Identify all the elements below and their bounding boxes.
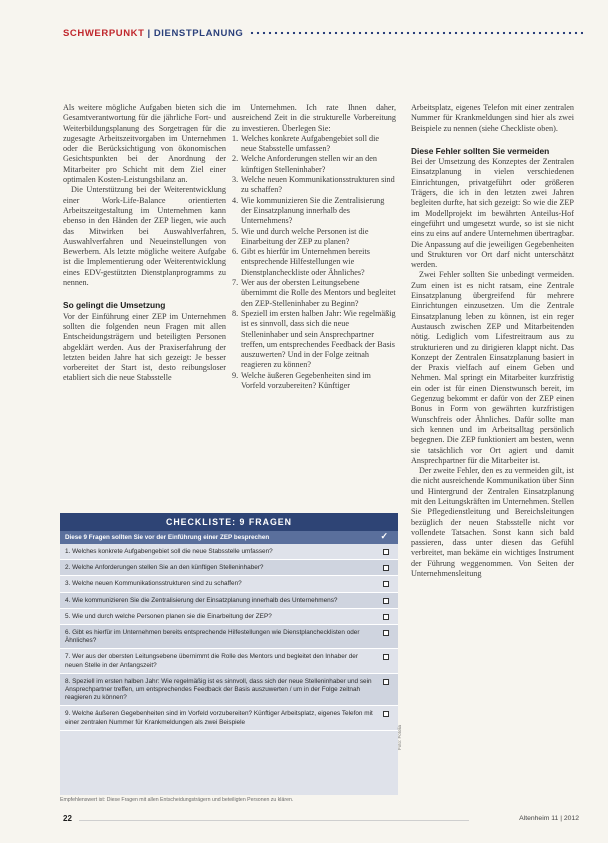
checklist-row: 9. Welche äußeren Gegebenheiten sind im Vorfeld vorzubereiten? Künftiger Arbeitsplatz, eigenes Telefon mit einer zentralen Nummer für Krankmeldungen als zwei Beispiele (60, 706, 398, 730)
checklist-row: 8. Speziell im ersten halben Jahr: Wie regelmäßig ist es sinnvoll, dass sich der neue Stelleninhaber und sein Ansprechpartner treffen, um entsprechendes Feedback der Basis auszuwerten / um in der Folge zeitnah reagieren zu können? (60, 674, 398, 707)
checkbox[interactable] (383, 598, 389, 604)
checklist-box (60, 513, 398, 795)
checklist-row: 1. Welches konkrete Aufgabengebiet soll die neue Stabsstelle umfassen? (60, 544, 398, 560)
article-column-1 (63, 103, 226, 384)
checklist-row: 4. Wie kommunizieren Sie die Zentralisierung der Einsatzplanung innerhalb des Unternehmens? (60, 593, 398, 609)
list-item: 6. Gibt es hierfür im Unternehmen bereits entsprechende Hilfestellungen wie Dienstplancheckliste oder Ähnliches? (232, 247, 370, 277)
body-paragraph: Arbeitsplatz, eigenes Telefon mit einer zentralen Nummer für Krankmeldungen sind hier als zwei Beispiele zu nennen (siehe Checkliste oben). (411, 103, 574, 133)
list-item: 3. Welche neuen Kommunikationsstrukturen sind zu schaffen? (232, 175, 395, 195)
photo-credit: Foto: Fotolia (397, 724, 402, 750)
checklist-row: 3. Welche neuen Kommunikationsstrukturen sind zu schaffen? (60, 576, 398, 592)
body-paragraph: im Unternehmen. Ich rate Ihnen daher, ausreichend Zeit in die strukturelle Vorbereitung zu investieren. Überlegen Sie: (232, 103, 396, 133)
list-item: 5. Wie und durch welche Personen ist die Einarbeitung der ZEP zu planen? (232, 226, 369, 246)
list-item: 2. Welche Anforderungen stellen wir an den künftigen Stelleninhaber? (232, 154, 377, 174)
checkbox[interactable] (383, 654, 389, 660)
header-dotted-rule (249, 31, 583, 35)
header-topic: DIENSTPLANUNG (153, 27, 244, 39)
body-paragraph: Bei der Umsetzung des Konzeptes der Zentralen Einsatzplanung in vielen verschiedenen Einrichtungen, privatgeführt oder größeren Trägers, die ich in den letzten zwei Jahren begleiten durfte, hat sich gezeigt: So wie die ZEP im Modellprojekt im bewährten Anteilus-Hof eingeführt und umgesetzt wurde, so ist sie nicht eins zu eins auf andere Unternehmen übertragbar. Die Anpassung auf die jeweiligen Gegebenheiten und Strukturen vor Ort darf nicht unterschätzt werden. (411, 157, 574, 270)
checkbox[interactable] (383, 711, 389, 717)
checkmark-icon: ✓ (380, 531, 388, 541)
list-item: 9. Welche äußeren Gegebenheiten sind im Vorfeld vorzubereiten? Künftiger (232, 370, 371, 391)
checklist-row: 5. Wie und durch welche Personen planen sie die Einarbeitung der ZEP? (60, 609, 398, 625)
page-number: 22 (63, 814, 72, 823)
checklist-row: 7. Wer aus der obersten Leitungsebene übernimmt die Rolle des Mentors und begleitet den Inhaber der neuen Stelle in der Anfangszeit? (60, 649, 398, 673)
list-item: 8. Speziell im ersten halben Jahr: Wie regelmäßig ist es sinnvoll, dass sich die neue Stelleninhaber und sein Ansprechpartner treffen, um entsprechendes Feedback der Basis auszuwerten? Und in der Folge zeitnah reagieren zu können? (232, 308, 396, 370)
body-paragraph: Der zweite Fehler, den es zu vermeiden gilt, ist die nicht ausreichende Kommunikation über Sinn und Hintergrund der Zentralen Einsatzplanung mit den Leitungskräften im Unternehmen. Stellen Sie Pflegedienstleitung und Bereichsleitungen bezüglich der neuen Stabsstelle nicht vor vollendete Tatsachen. Sonst kann sich bald passieren, dass unter diesen das Gefühl verbreitet, man bekäme ein wichtiges Instrument der Führung weggenommen. Von Seiten der Unternehmensleitung (411, 466, 574, 579)
checklist-subtitle-text: Diese 9 Fragen sollten Sie vor der Einführung einer ZEP besprechen (65, 534, 270, 541)
footer-rule (79, 820, 469, 821)
checkbox[interactable] (383, 581, 389, 587)
checklist-row: 2. Welche Anforderungen stellen Sie an den künftigen Stelleninhaber? (60, 560, 398, 576)
header-separator: | (147, 27, 151, 39)
section-header (63, 26, 583, 40)
checklist-footnote: Empfehlenswert ist: Diese Fragen mit allen Entscheidungsträgern und beteiligten Personen zu klären. (60, 797, 294, 803)
checkbox[interactable] (383, 549, 389, 555)
list-item: 7. Wer aus der obersten Leitungsebene übernimmt die Rolle des Mentors und begleitet den ZEP-Stelleninhaber zu Beginn? (232, 278, 396, 308)
article-column-3 (411, 103, 574, 579)
checklist-subtitle (60, 531, 398, 544)
subheading: So gelingt die Umsetzung (63, 300, 166, 311)
checkbox[interactable] (383, 565, 389, 571)
checklist-title: CHECKLISTE: 9 FRAGEN (60, 513, 398, 531)
body-paragraph: Als weitere mögliche Aufgaben bieten sich die Gesamtverantwortung für die jährliche Fort- und Weiterbildungsplanung des Sorgetragen für die zugesagte Arbeitszeitvorgaben im Unternehmen oder die Berücksichtigung von ökonomischen Gesichtspunkten bei der Anordnung der Mitarbeiter pro Schicht mit dem Ziel einer optimalen Kosten-Leistungsbilanz an. (63, 103, 226, 185)
subheading: Diese Fehler sollten Sie vermeiden (411, 145, 550, 156)
magazine-issue: Altenheim 11 | 2012 (519, 815, 579, 822)
list-item: 1. Welches konkrete Aufgabengebiet soll die neue Stabsstelle umfassen? (232, 133, 380, 154)
question-list (232, 134, 396, 391)
body-paragraph: Vor der Einführung einer ZEP im Unternehmen sollten die folgenden neun Fragen mit allen Entscheidungsträgern und beteiligten Personen abgeklärt werden. Aus der Praxiserfahrung der letzten beiden Jahre hat sich gezeigt: Je besser vorbereitet der Start ist, desto reibungsloser etabliert sich die neue Stabsstelle (63, 311, 226, 383)
body-paragraph: Die Unterstützung bei der Weiterentwicklung einer Work-Life-Balance orientierten Arbeitszeitgestaltung im Unternehmen kann ebenso in den Händen der ZEP liegen, wie auch das Mitwirken bei Auswahlverfahren, Auswahlverfahren und Neueinstellungen von Bewerbern. Als letzte mögliche weitere Aufgabe ist die Implementierung oder Weiterentwicklung eines EDV-gestützten Dienstplanprogramms zu nennen. (63, 185, 226, 288)
checkbox[interactable] (383, 679, 389, 685)
list-item: 4. Wie kommunizieren Sie die Zentralisierung der Einsatzplanung innerhalb des Unternehmens? (232, 195, 385, 226)
checkbox[interactable] (383, 614, 389, 620)
page-footer (63, 814, 579, 826)
body-paragraph: Zwei Fehler sollten Sie unbedingt vermeiden. Zum einen ist es nicht ratsam, eine Zentrale Einsatzplanung übergreifend für mehrere Einrichtungen einzusetzen. Um die Zentrale Einsatzplanung leben zu können, ist ein reger Austausch zwischen ZEP und Mitarbeitenden nötig. Lediglich vom Lifestreitraum aus zu strukturieren und zu dirigieren klappt nicht. Das Konzept der Zentralen Einsatzplanung basiert in der Praxis vielfach auf einem Geben und Nehmen. Mal springt ein Mitarbeiter kurzfristig ein oder ist für einen Dienstwunsch bereit, im Gegenzug bekommt er dafür von der ZEP einen Bonus in Form von gewährten kurzfristigen Wunschfreis oder Ähnliches. Dafür sollte man sich kennen und im Arbeitsalltag persönlich begegnen. Die ZEP funktioniert am besten, wenn sie tatsächlich vor Ort agiert und damit Ansprechpartner für die Mitarbeiter ist. (411, 270, 574, 465)
checkbox[interactable] (383, 630, 389, 636)
checklist-row: 6. Gibt es hierfür im Unternehmen bereits entsprechende Hilfestellungen wie Dienstplanchecklisten oder Ähnliches? (60, 625, 398, 649)
header-kicker: SCHWERPUNKT (63, 27, 145, 39)
article-column-2 (232, 103, 396, 391)
